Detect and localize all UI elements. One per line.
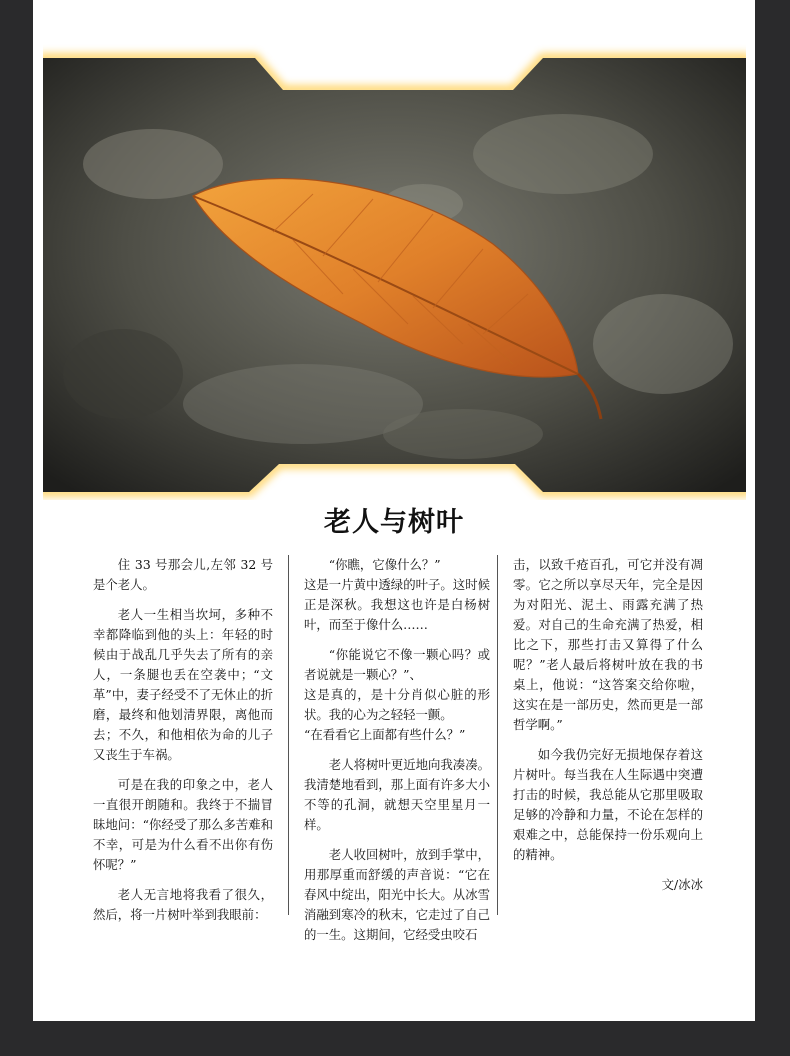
column-divider <box>497 555 498 915</box>
paragraph: 这是一片黄中透绿的叶子。这时候正是深秋。我想这也许是白杨树叶，而至于像什么…… <box>304 577 490 632</box>
paragraph: 击，以致千疮百孔，可它并没有凋零。它之所以享尽天年，完全是因为对阳光、泥土、雨露充满了热爱。对自己的生命充满了热爱，相比之下，那些打击又算得了什么呢？”老人最后将树叶放在我的书桌上，他说：“这答案交给你啦，这实在是一部历史，然而更是一部哲学啊。” <box>513 557 703 732</box>
article-column-3 <box>513 555 703 905</box>
article-column-1 <box>93 555 273 935</box>
paragraph: 老人一生相当坎坷，多种不幸都降临到他的头上：年轻的时候由于战乱几乎失去了所有的亲人，一条腿也丢在空袭中；“文革”中，妻子经受不了无休止的折磨，最终和他划清界限，离他而去；不久，和他相依为命的儿子又丧生于车祸。 <box>93 607 273 762</box>
article-column-2 <box>304 555 490 955</box>
paragraph: 老人将树叶更近地向我凑凑。我清楚地看到，那上面有许多大小不等的孔洞，就想天空里星月一样。 <box>304 757 490 832</box>
column-divider <box>288 555 289 915</box>
paragraph: “你瞧，它像什么？” <box>328 557 441 572</box>
article-title: 老人与树叶 <box>324 507 464 538</box>
hero-image-art <box>43 44 746 500</box>
paragraph: 老人收回树叶，放到手掌中，用那厚重而舒缓的声音说：“它在春风中绽出，阳光中长大。从冰雪消融到寒冷的秋末，它走过了自己的一生。这期间，它经受虫咬石 <box>304 847 490 942</box>
author-byline: 文/冰冰 <box>661 877 703 892</box>
paragraph: 可是在我的印象之中，老人一直很开朗随和。我终于不揣冒昧地问：“你经受了那么多苦难和不幸，可是为什么看不出你有伤怀呢？” <box>93 777 273 872</box>
paragraph: “在看看它上面都有些什么？” <box>304 727 466 742</box>
paragraph: 如今我仍完好无损地保存着这片树叶。每当我在人生际遇中突遭打击的时候，我总能从它那里吸取足够的冷静和力量，不论在怎样的艰难之中，总能保持一份乐观向上的精神。 <box>513 747 703 862</box>
paragraph: “你能说它不像一颗心吗？或者说就是一颗心？”、 <box>304 647 490 682</box>
paragraph: 老人无言地将我看了很久，然后，将一片树叶举到我眼前： <box>93 887 273 922</box>
page <box>33 0 755 1021</box>
paragraph: 住 33 号那会儿,左邻 32 号是个老人。 <box>93 557 273 592</box>
paragraph: 这是真的，是十分肖似心脏的形状。我的心为之轻轻一颤。 <box>304 687 490 722</box>
hero-image-leaf-on-stone <box>43 44 746 500</box>
